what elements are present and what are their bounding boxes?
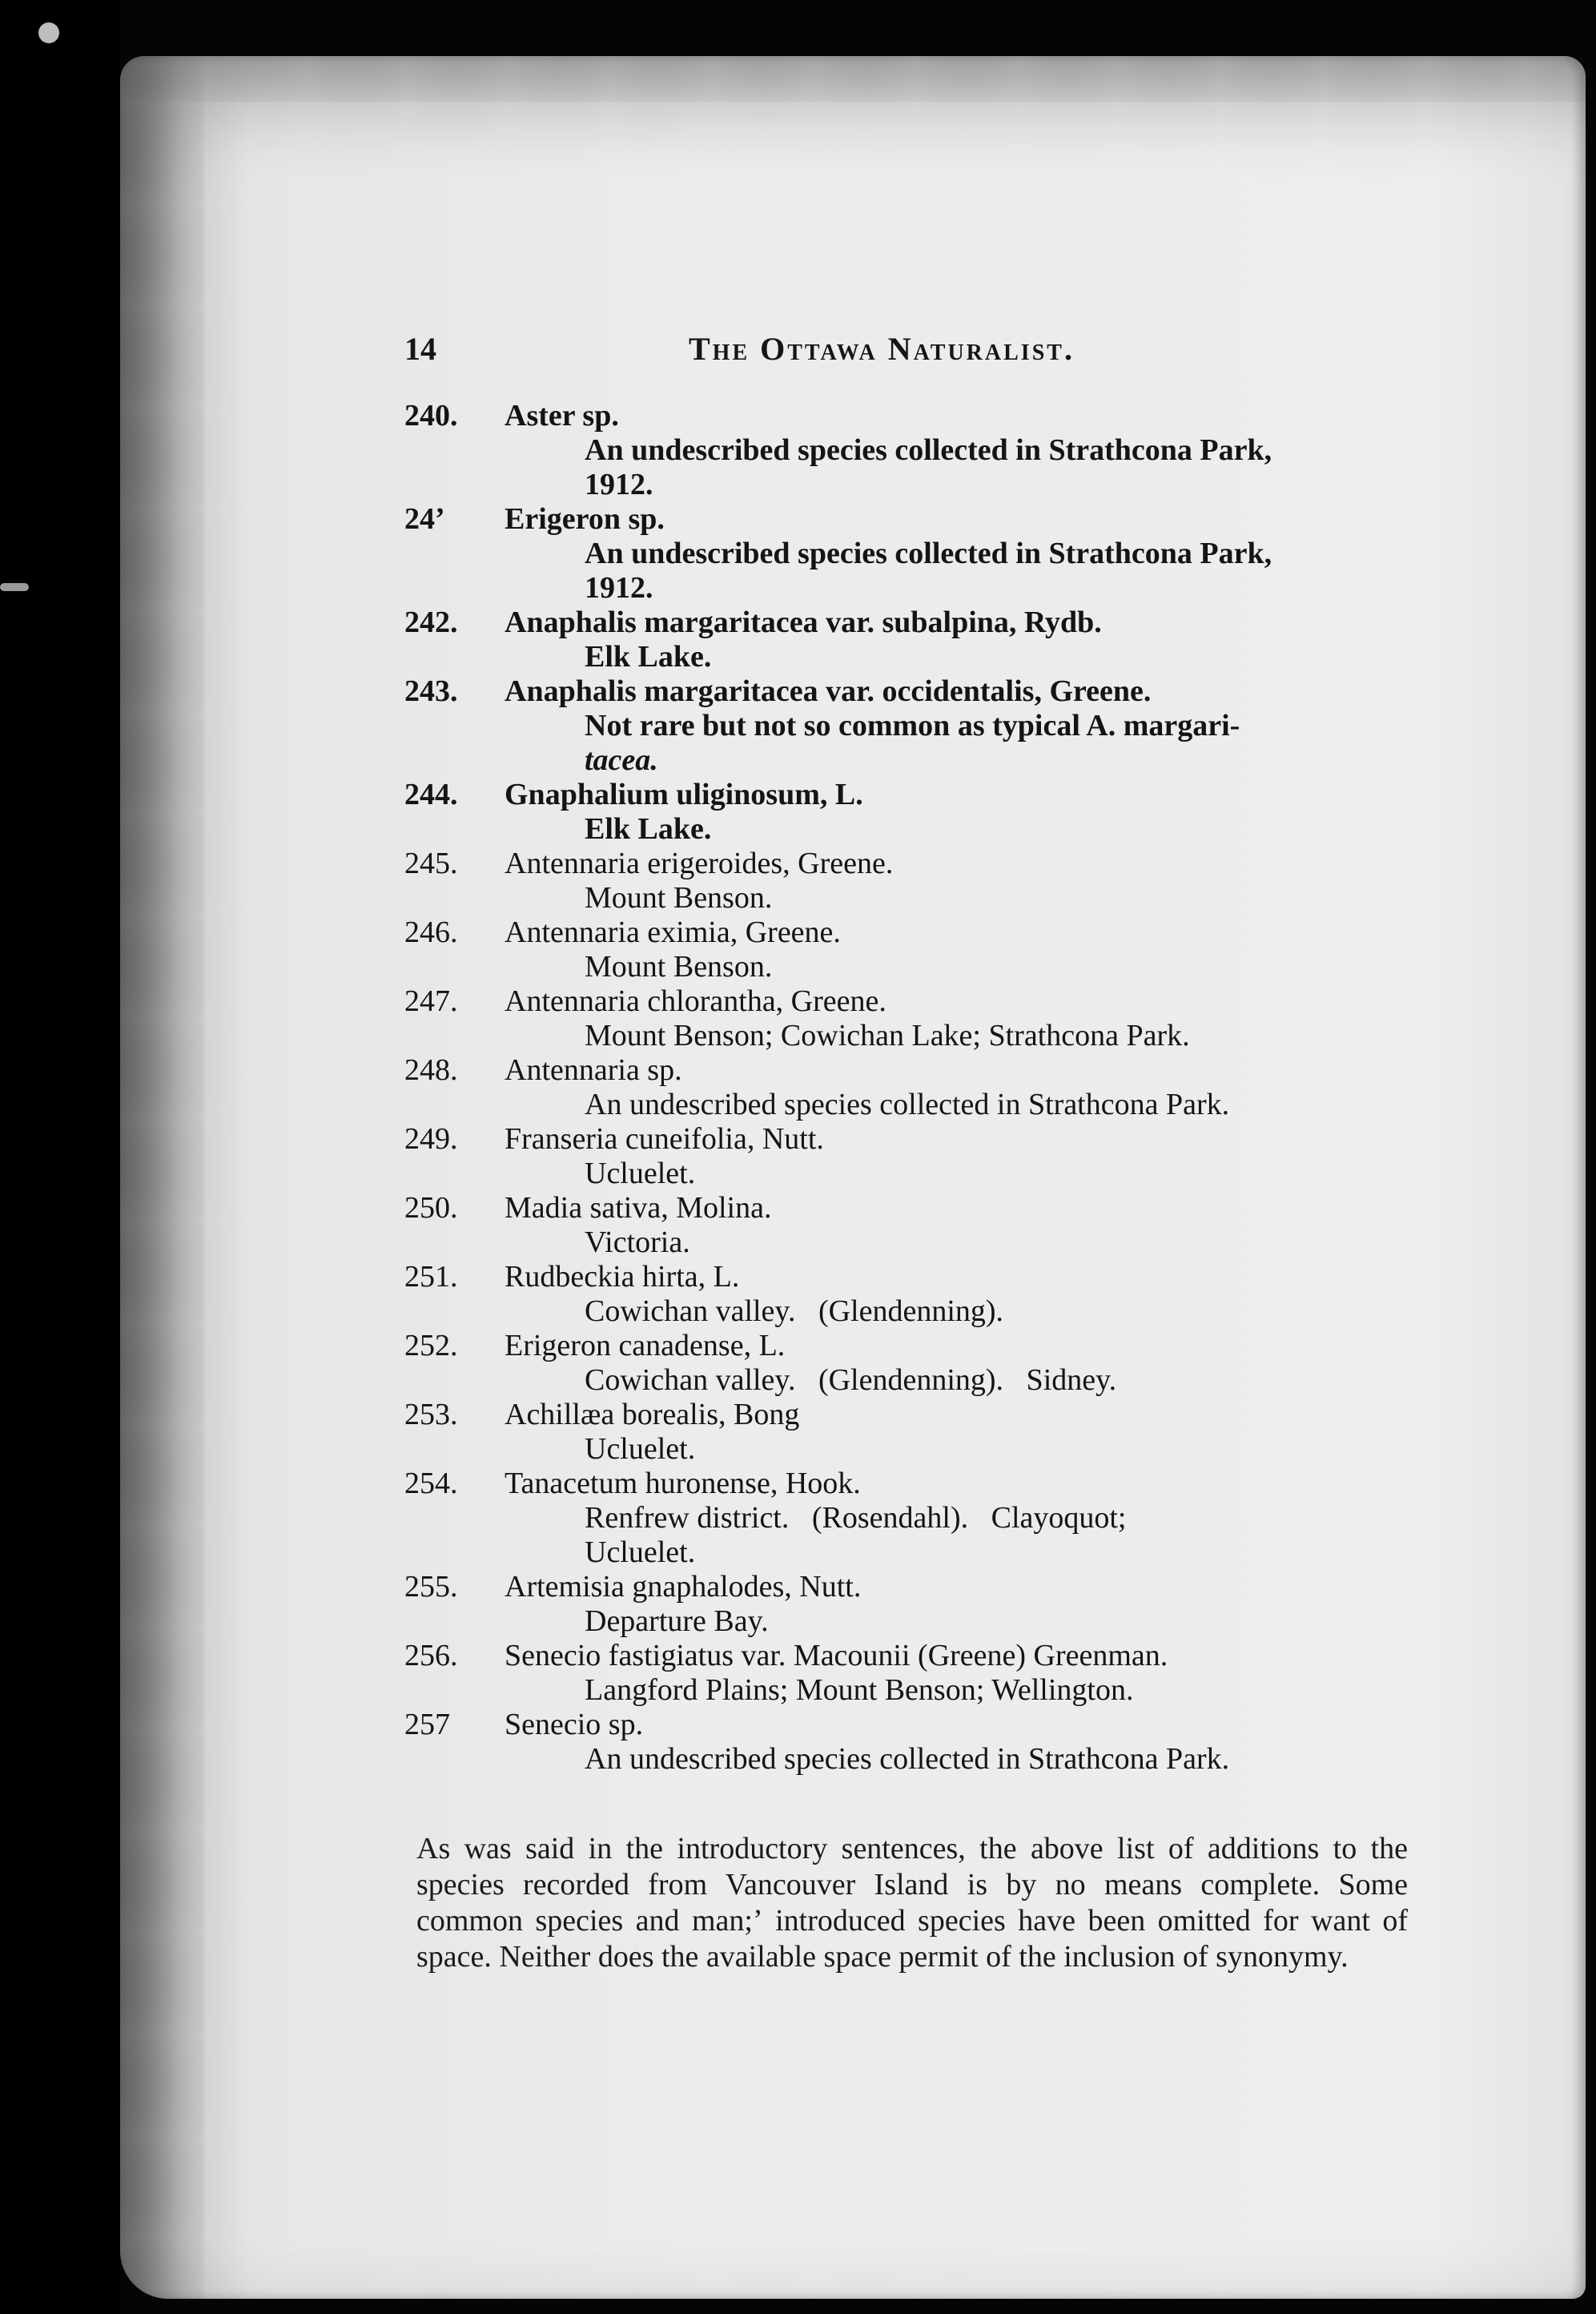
entry-number: 256. (404, 1639, 458, 1672)
species-name: Erigeron canadense, L. (505, 1329, 786, 1362)
list-item (404, 1398, 1421, 1467)
species-name: Senecio sp. (505, 1708, 644, 1741)
entry-number: 24ʼ (404, 502, 445, 536)
entry-number: 255. (404, 1570, 458, 1604)
species-list (404, 399, 1421, 1777)
species-name: Anaphalis margaritacea var. subalpina, Rydb. (505, 606, 1102, 639)
entry-note: An undescribed species collected in Strathcona Park. (585, 1088, 1230, 1121)
species-name: Gnaphalium uliginosum, L. (505, 778, 863, 811)
entry-number: 240. (404, 399, 458, 433)
list-item (404, 1191, 1421, 1260)
species-name: Madia sativa, Molina. (505, 1191, 772, 1225)
list-item (404, 1708, 1421, 1777)
entry-note: An undescribed species collected in Strathcona Park, (585, 433, 1272, 467)
entry-note: Not rare but not so common as typical A. margari- (585, 709, 1240, 742)
entry-note: Langford Plains; Mount Benson; Wellington. (585, 1673, 1134, 1707)
entry-note: An undescribed species collected in Strathcona Park. (585, 1742, 1230, 1776)
entry-number: 250. (404, 1191, 458, 1225)
entry-number: 248. (404, 1053, 458, 1087)
entry-number: 252. (404, 1329, 458, 1362)
entry-note: Ucluelet. (585, 1432, 696, 1466)
scan-tick-mark (0, 583, 29, 591)
species-name: Rudbeckia hirta, L. (505, 1260, 740, 1294)
page-number: 14 (404, 331, 436, 367)
closing-paragraph: As was said in the introductory sentences, the above list of additions to the species recorded from Vancouver Island is by no means complete. Some common species and man;ʼ introduced species have been omitted for want of space. Neither does the available space permit of the inclusion of synonymy. (416, 1832, 1408, 1974)
entry-number: 254. (404, 1467, 458, 1500)
species-name: Antennaria eximia, Greene. (505, 916, 841, 949)
entry-note: Mount Benson. (585, 950, 773, 984)
species-name: Antennaria sp. (505, 1053, 682, 1087)
list-item (404, 1570, 1421, 1639)
species-name: Anaphalis margaritacea var. occidentalis, Greene. (505, 674, 1152, 708)
entry-note: tacea. (585, 743, 658, 777)
list-item (404, 1639, 1421, 1708)
list-item (404, 916, 1421, 984)
entry-number: 249. (404, 1122, 458, 1156)
entry-number: 245. (404, 847, 458, 880)
entry-note: Ucluelet. (585, 1157, 696, 1190)
entry-note: Mount Benson. (585, 881, 773, 915)
entry-number: 247. (404, 984, 458, 1018)
binding-shadow (0, 0, 120, 2314)
list-item (404, 502, 1421, 606)
species-name: Aster sp. (505, 399, 619, 433)
list-item (404, 778, 1421, 847)
entry-number: 253. (404, 1398, 458, 1431)
entry-note: Elk Lake. (585, 812, 712, 846)
entry-note: An undescribed species collected in Strathcona Park, (585, 537, 1272, 570)
list-item (404, 399, 1421, 502)
entry-number: 257 (404, 1708, 450, 1741)
list-item (404, 1467, 1421, 1570)
list-item (404, 1122, 1421, 1191)
species-name: Achillæa borealis, Bong (505, 1398, 800, 1431)
list-item (404, 606, 1421, 674)
list-item (404, 984, 1421, 1053)
entry-number: 244. (404, 778, 458, 811)
entry-number: 246. (404, 916, 458, 949)
entry-note: 1912. (585, 468, 653, 501)
species-name: Antennaria erigeroides, Greene. (505, 847, 894, 880)
list-item (404, 1260, 1421, 1329)
entry-note: Cowichan valley. (Glendenning). (585, 1294, 1004, 1328)
entry-note: Elk Lake. (585, 640, 712, 674)
list-item (404, 847, 1421, 916)
species-name: Tanacetum huronense, Hook. (505, 1467, 861, 1500)
species-name: Senecio fastigiatus var. Macounii (Greene) Greenman. (505, 1639, 1168, 1672)
list-item (404, 674, 1421, 778)
list-item (404, 1329, 1421, 1398)
entry-note: Departure Bay. (585, 1604, 769, 1638)
entry-note: 1912. (585, 571, 653, 605)
entry-note: Ucluelet. (585, 1535, 696, 1569)
journal-title: The Ottawa Naturalist. (689, 331, 1075, 367)
entry-note: Cowichan valley. (Glendenning). Sidney. (585, 1363, 1117, 1397)
species-name: Artemisia gnaphalodes, Nutt. (505, 1570, 862, 1604)
entry-note: Victoria. (585, 1225, 690, 1259)
running-head (404, 330, 1405, 375)
entry-note: Mount Benson; Cowichan Lake; Strathcona Park. (585, 1019, 1190, 1052)
list-item (404, 1053, 1421, 1122)
entry-number: 251. (404, 1260, 458, 1294)
species-name: Antennaria chlorantha, Greene. (505, 984, 886, 1018)
scan-speck-mark (38, 22, 59, 43)
species-name: Erigeron sp. (505, 502, 665, 536)
entry-number: 243. (404, 674, 458, 708)
entry-number: 242. (404, 606, 458, 639)
entry-note: Renfrew district. (Rosendahl). Clayoquot; (585, 1501, 1127, 1535)
species-name: Franseria cuneifolia, Nutt. (505, 1122, 824, 1156)
